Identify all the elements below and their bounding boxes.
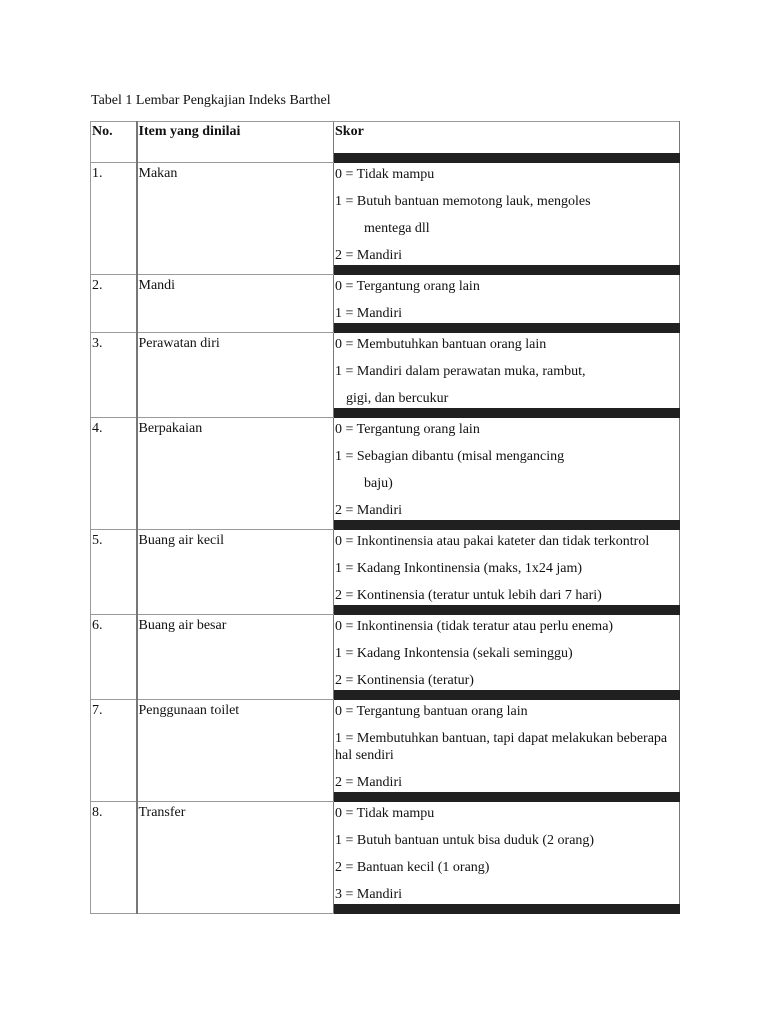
score-line: 1 = Kadang Inkontensia (sekali seminggu) [335, 646, 573, 661]
row-item: Perawatan diri [137, 333, 334, 418]
barthel-index-table [90, 121, 680, 914]
table-row [91, 163, 680, 275]
row-number: 4. [91, 418, 137, 530]
header-item: Item yang dinilai [137, 122, 334, 163]
row-scores [334, 802, 680, 914]
row-item: Mandi [137, 275, 334, 333]
row-scores [334, 333, 680, 418]
row-number: 5. [91, 530, 137, 615]
score-line: 1 = Butuh bantuan memotong lauk, mengoles [335, 194, 591, 209]
row-number: 1. [91, 163, 137, 275]
header-skor: Skor [334, 122, 680, 163]
table-row [91, 275, 680, 333]
score-line: 1 = Mandiri dalam perawatan muka, rambut, [335, 364, 586, 379]
row-item: Makan [137, 163, 334, 275]
table-header-row [91, 122, 680, 163]
score-line: 2 = Kontinensia (teratur untuk lebih dari 7 hari) [335, 588, 602, 603]
row-item: Penggunaan toilet [137, 700, 334, 802]
row-item: Transfer [137, 802, 334, 914]
score-line: 0 = Inkontinensia (tidak teratur atau perlu enema) [335, 619, 614, 634]
row-number: 8. [91, 802, 137, 914]
score-line: 2 = Mandiri [335, 503, 402, 518]
score-line: 1 = Membutuhkan bantuan, tapi dapat melakukan beberapa hal sendiri [335, 731, 668, 763]
score-line: 0 = Tergantung orang lain [335, 422, 480, 437]
score-line: 2 = Kontinensia (teratur) [335, 673, 474, 688]
row-number: 3. [91, 333, 137, 418]
header-no: No. [91, 122, 137, 163]
score-line: 1 = Sebagian dibantu (misal mengancing [335, 449, 565, 464]
score-line: 2 = Bantuan kecil (1 orang) [335, 860, 490, 875]
row-item: Buang air besar [137, 615, 334, 700]
row-scores [334, 275, 680, 333]
score-line: 1 = Mandiri [335, 306, 402, 321]
row-number: 6. [91, 615, 137, 700]
row-item: Berpakaian [137, 418, 334, 530]
score-line: 0 = Membutuhkan bantuan orang lain [335, 337, 547, 352]
score-line: 0 = Tidak mampu [335, 167, 435, 182]
row-number: 7. [91, 700, 137, 802]
table-row [91, 802, 680, 914]
table-row [91, 700, 680, 802]
score-line: 1 = Butuh bantuan untuk bisa duduk (2 orang) [335, 833, 595, 848]
table-row [91, 333, 680, 418]
table-row [91, 615, 680, 700]
table-caption: Tabel 1 Lembar Pengkajian Indeks Barthel [91, 93, 331, 108]
row-scores [334, 530, 680, 615]
row-scores [334, 163, 680, 275]
score-line: 3 = Mandiri [335, 887, 402, 902]
score-line: 0 = Tergantung orang lain [335, 279, 480, 294]
score-line: 1 = Kadang Inkontinensia (maks, 1x24 jam) [335, 561, 583, 576]
row-scores [334, 615, 680, 700]
score-line: baju) [364, 476, 393, 491]
table-row [91, 530, 680, 615]
score-line: 0 = Inkontinensia atau pakai kateter dan tidak terkontrol [335, 534, 650, 549]
row-scores [334, 418, 680, 530]
score-line: mentega dll [364, 221, 430, 236]
row-item: Buang air kecil [137, 530, 334, 615]
row-number: 2. [91, 275, 137, 333]
row-scores [334, 700, 680, 802]
score-line: 0 = Tergantung bantuan orang lain [335, 704, 528, 719]
score-line: 2 = Mandiri [335, 775, 402, 790]
table-row [91, 418, 680, 530]
score-line: 2 = Mandiri [335, 248, 402, 263]
score-line: gigi, dan bercukur [346, 391, 449, 406]
score-line: 0 = Tidak mampu [335, 806, 435, 821]
